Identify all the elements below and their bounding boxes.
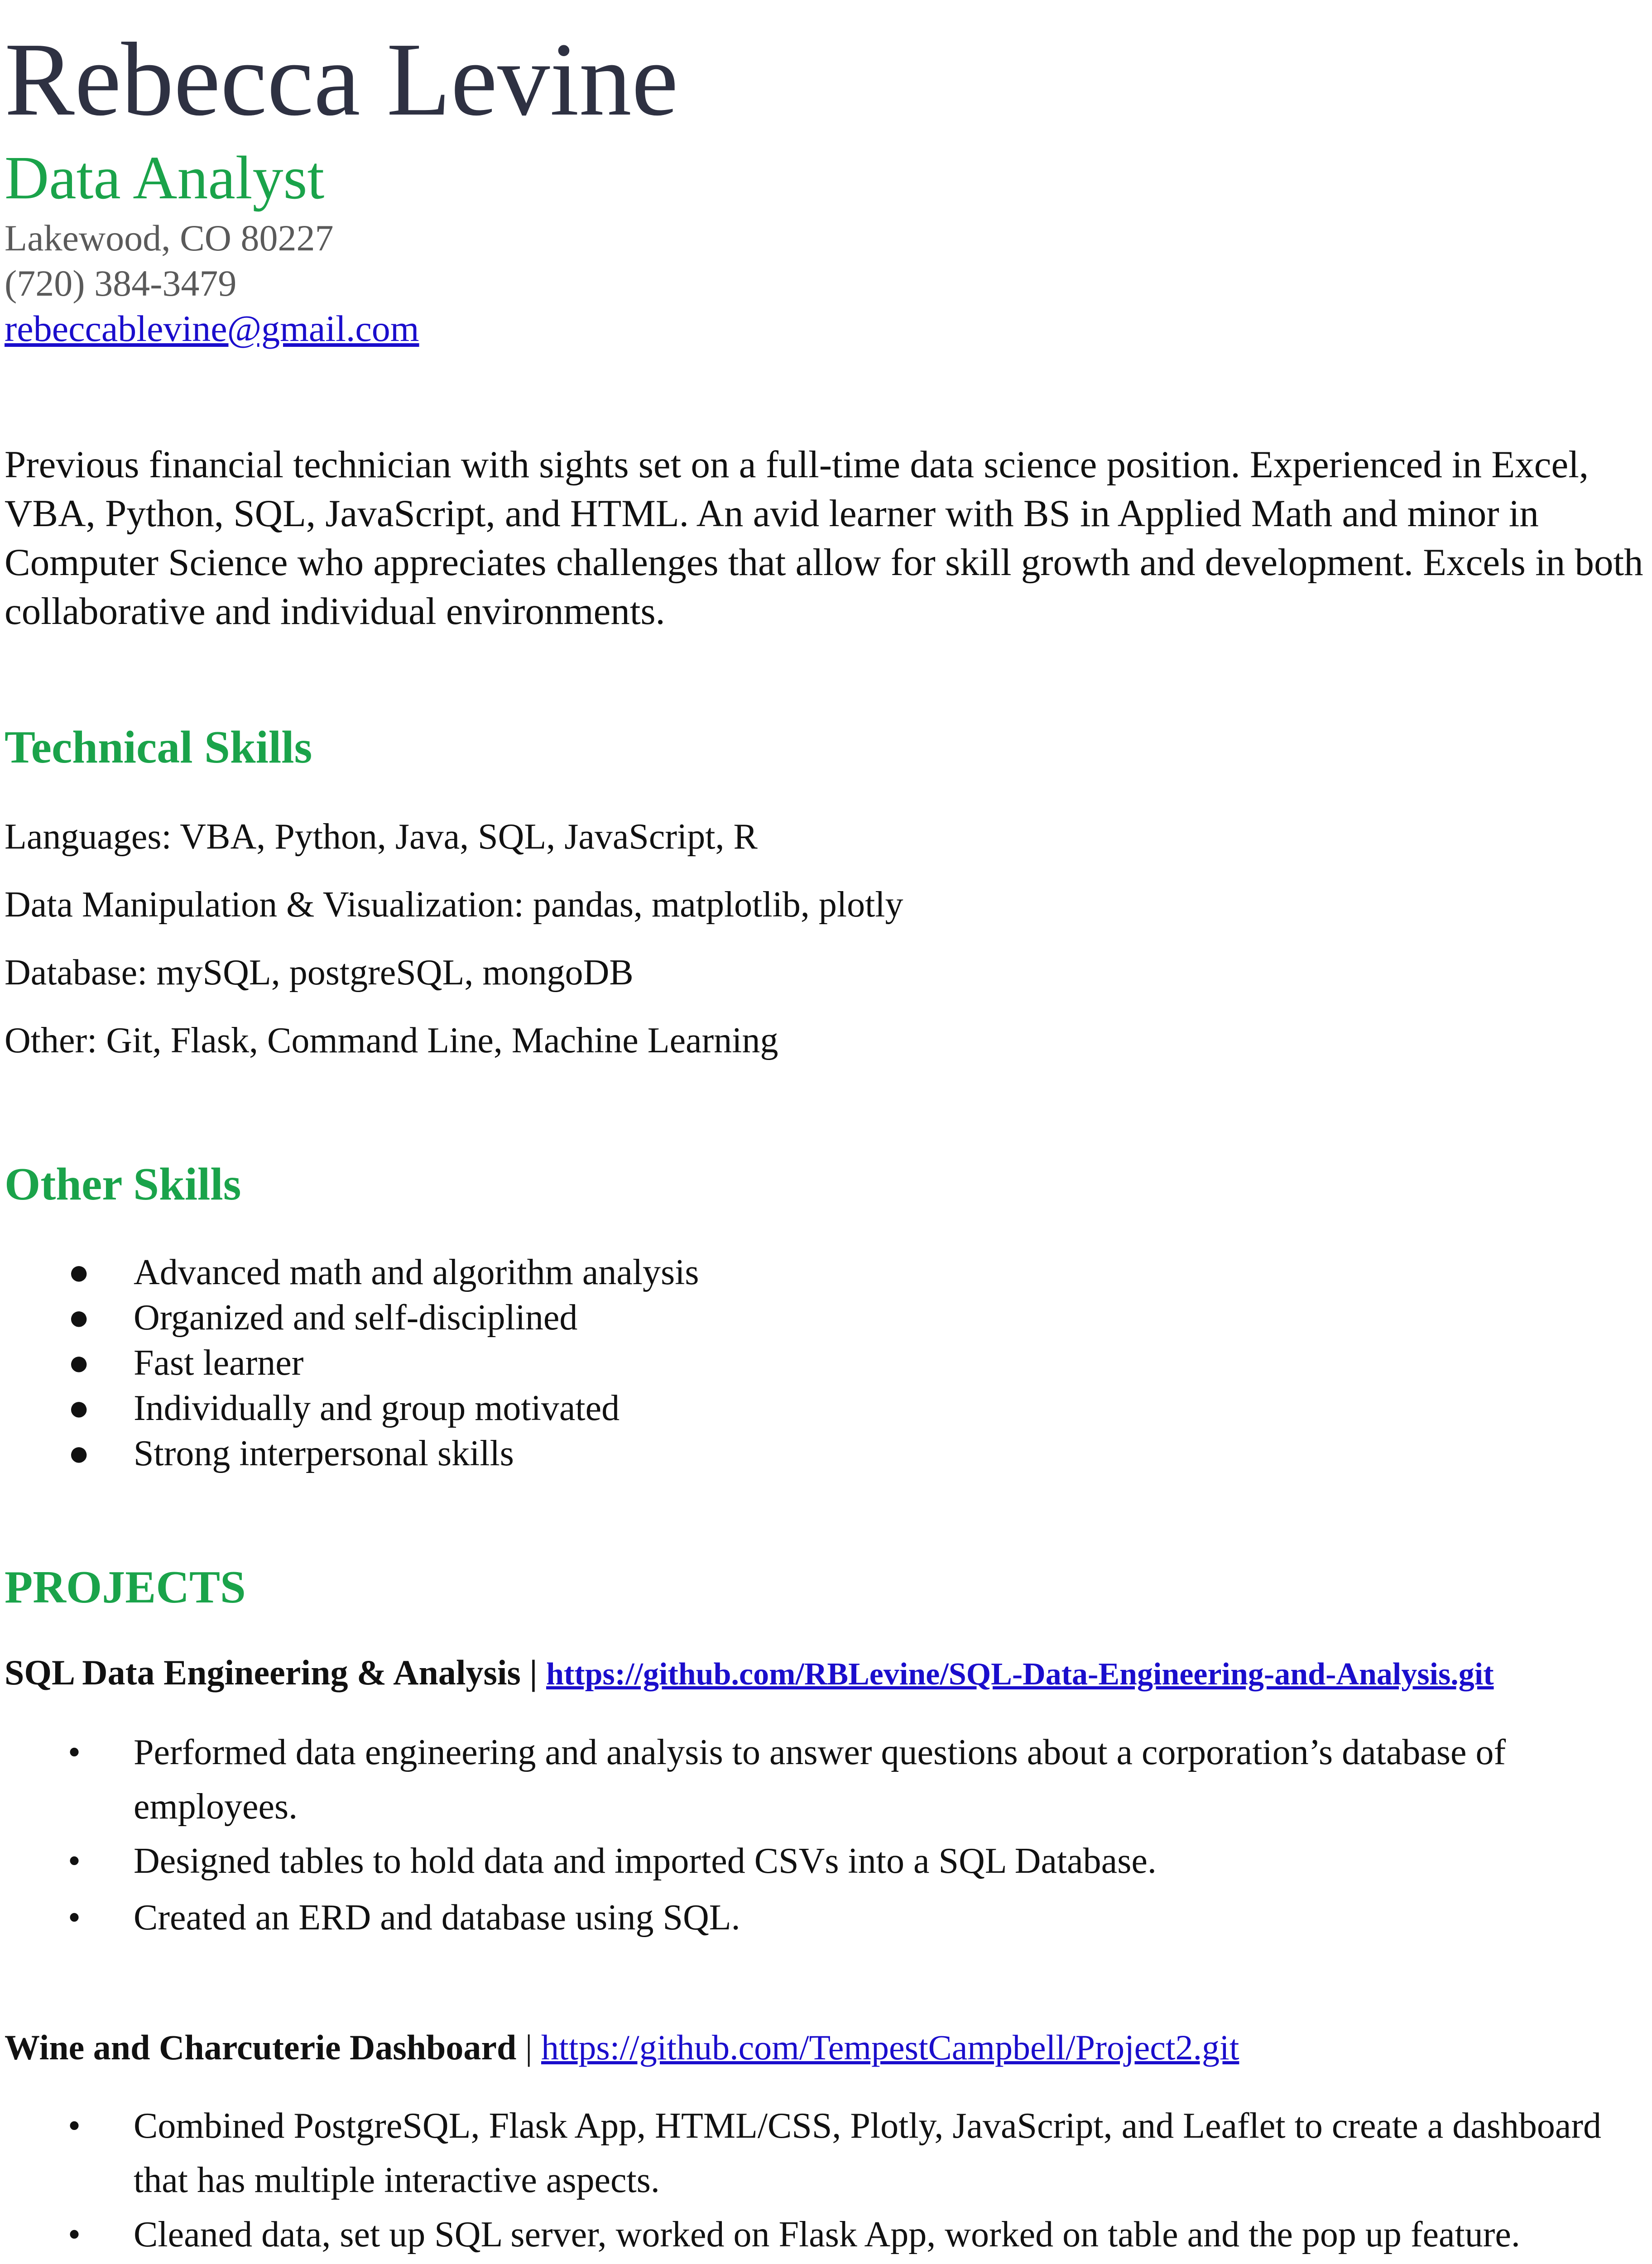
bullet-icon: • [68,2106,81,2146]
project-bullet: Cleaned data, set up SQL server, worked on Flask App, worked on table and the pop up feature. [134,2215,1520,2254]
other-skill-item: Strong interpersonal skills [134,1434,514,1473]
project-header [5,2030,1239,2065]
bullet-icon: ● [68,1434,90,1473]
project-bullet: Designed tables to hold data and imported CSVs into a SQL Database. [134,1841,1157,1881]
skill-line-other: Other: Git, Flask, Command Line, Machine Learning [5,1021,778,1060]
technical-skills-heading: Technical Skills [5,722,312,773]
location: Lakewood, CO 80227 [5,217,334,259]
bullet-icon: ● [68,1298,90,1338]
project-header [5,1655,1494,1690]
summary-paragraph: Previous financial technician with sights set on a full-time data science position. Experienced in Excel, VBA, Python, SQL, JavaScript, and HTML. An avid learner with BS in Applied Math and minor in Computer Science who appreciates challenges that allow for skill growth and development. Excels in both collaborative and individual environments. [5,443,1643,633]
bullet-icon: • [68,1732,81,1772]
candidate-name: Rebecca Levine [5,21,678,138]
projects-heading: PROJECTS [5,1562,246,1613]
other-skill-item: Fast learner [134,1343,304,1383]
skill-line-languages: Languages: VBA, Python, Java, SQL, JavaScript, R [5,817,758,857]
phone-number: (720) 384-3479 [5,263,237,304]
separator: | [529,1653,538,1692]
bullet-icon: • [68,1898,81,1938]
other-skill-item: Organized and self-disciplined [134,1298,578,1338]
email-link[interactable]: rebeccablevine@gmail.com [5,308,419,349]
project-bullet: Performed data engineering and analysis to answer questions about a corporation’s database of employees. [134,1732,1506,1827]
bullet-icon: ● [68,1343,90,1383]
other-skills-heading: Other Skills [5,1159,241,1210]
bullet-icon: ● [68,1388,90,1428]
bullet-icon: ● [68,1252,90,1292]
project-link[interactable]: https://github.com/TempestCampbell/Project2.git [541,2028,1239,2067]
project-name: Wine and Charcuterie Dashboard [5,2028,517,2067]
bullet-icon: • [68,2215,81,2254]
project-bullet: Created an ERD and database using SQL. [134,1898,740,1938]
job-title: Data Analyst [5,144,325,212]
other-skill-item: Individually and group motivated [134,1388,620,1428]
skill-line-data-manipulation: Data Manipulation & Visualization: pandas, matplotlib, plotly [5,885,903,925]
separator: | [525,2028,533,2067]
bullet-icon: • [68,1841,81,1881]
skill-line-database: Database: mySQL, postgreSQL, mongoDB [5,953,634,993]
project-bullet: Combined PostgreSQL, Flask App, HTML/CSS, Plotly, JavaScript, and Leaflet to create a dashboard that has multiple interactive aspects. [134,2106,1602,2200]
project-name: SQL Data Engineering & Analysis [5,1653,521,1692]
other-skill-item: Advanced math and algorithm analysis [134,1252,699,1292]
project-link[interactable]: https://github.com/RBLevine/SQL-Data-Engineering-and-Analysis.git [546,1657,1494,1692]
